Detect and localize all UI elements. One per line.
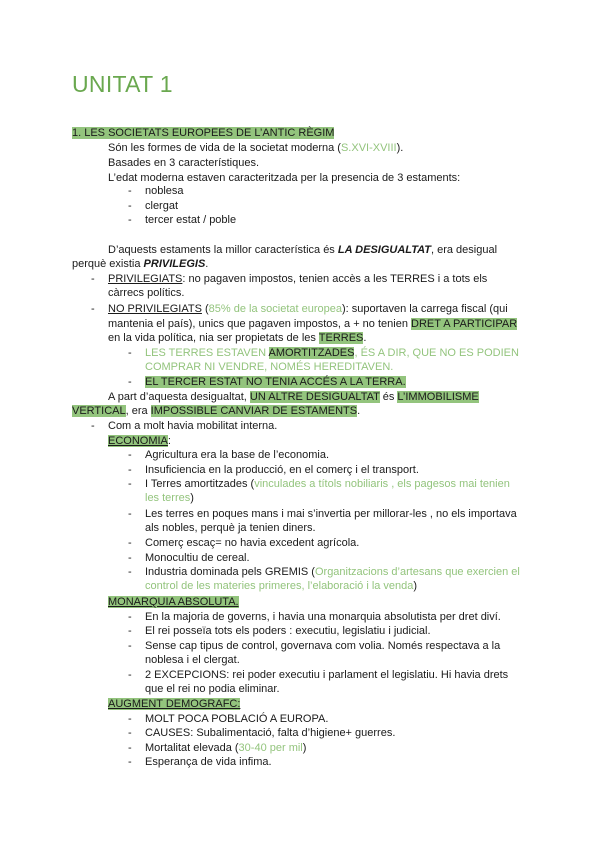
note: 30-40 per mil [238, 742, 303, 754]
paragraph [108, 243, 497, 258]
dash-bullet: - [128, 669, 132, 681]
dash-bullet: - [128, 611, 132, 623]
dash-bullet: - [128, 464, 132, 476]
list-item: Com a molt havia mobilitat interna. [108, 420, 278, 432]
dash-bullet: - [128, 200, 132, 212]
highlight: EL TERCER ESTAT NO TENIA ACCÉS A LA TERRA. [145, 376, 406, 388]
text: . [205, 258, 209, 270]
dash-bullet: - [128, 537, 132, 549]
list-item: Sense cap tipus de control, governava com volia. Només respectava a la [145, 640, 501, 652]
heading-text: MONARQUIA ABSOLUTA. [108, 596, 239, 608]
list-item: Insuficiencia en la producció, en el comerç i el transport. [145, 464, 419, 476]
percent-note: 85% de la societat europea [208, 303, 342, 315]
paragraph [72, 404, 360, 419]
dash-bullet: - [128, 347, 132, 359]
highlight: L’IMMOBILISME [397, 391, 479, 403]
text: D’aquests estaments la millor característica és [108, 244, 338, 256]
paragraph: Basades en 3 característiques. [108, 157, 260, 169]
dash-bullet: - [128, 552, 132, 564]
list-item [145, 477, 510, 492]
text: mantenia el país), unics que pagaven impostos, a + no tenien [108, 318, 411, 330]
term: NO PRIVILEGIATS [108, 303, 202, 315]
dash-bullet: - [128, 185, 132, 197]
list-item-continued [108, 331, 366, 346]
list-item-continued: als nobles, perquè ja tenien diners. [145, 522, 316, 534]
dash-bullet: - [91, 303, 95, 315]
list-item: Esperança de vida infima. [145, 756, 272, 768]
text: , era desigual [430, 244, 498, 256]
text: Mortalitat elevada ( [145, 742, 239, 754]
list-item: noblesa [145, 185, 184, 197]
list-item-continued: càrrecs polítics. [108, 287, 185, 299]
dash-bullet: - [128, 449, 132, 461]
dash-bullet: - [128, 727, 132, 739]
subsection-heading [108, 697, 240, 712]
dash-bullet: - [128, 508, 132, 520]
text: I Terres amortitzades ( [145, 478, 255, 490]
dash-bullet: - [128, 640, 132, 652]
text: ( [201, 303, 209, 315]
text: , ÉS A DIR, QUE NO ES PODIEN [354, 347, 519, 359]
note: control de les materies primeres, l’elaboració i la venda [145, 580, 414, 592]
text: LES TERRES ESTAVEN [145, 347, 269, 359]
dash-bullet: - [128, 566, 132, 578]
text: ) [413, 580, 418, 592]
text: , era [125, 405, 151, 417]
list-item-continued: COMPRAR NI VENDRE, NOMÉS HEREDITAVEN. [145, 361, 394, 373]
highlight: UN ALTRE DESIGUALTAT [249, 391, 380, 403]
note: les terres [145, 492, 191, 504]
text: Són les formes de vida de la societat moderna ( [108, 142, 341, 154]
text: : no pagaven impostos, tenien accès a les TERRES i a tots els [182, 273, 488, 285]
paragraph [108, 390, 479, 405]
note: vinculades a títols nobiliaris , els pagesos mai tenien [254, 478, 510, 490]
paragraph: L’edat moderna estaven caracteritzada per la presencia de 3 estaments: [108, 172, 461, 184]
text: Industria dominada pels GREMIS ( [145, 566, 315, 578]
list-item [145, 375, 406, 390]
list-item-continued: noblesa i el clergat. [145, 654, 240, 666]
highlight: DRET A PARTICIPAR [411, 318, 518, 330]
term: PRIVILEGIATS [108, 273, 183, 285]
list-item: MOLT POCA POBLACIÓ A EUROPA. [145, 713, 329, 725]
text: A part d’aquesta desigualtat, [108, 391, 250, 403]
dash-bullet: - [128, 742, 132, 754]
subsection-heading [108, 434, 171, 449]
text: ) [302, 742, 307, 754]
heading-text: AUGMENT DEMOGRAFC: [108, 698, 241, 710]
section-heading [72, 126, 334, 141]
text: és [379, 391, 398, 403]
list-item-continued [108, 317, 517, 332]
dash-bullet: - [128, 376, 132, 388]
text: ). [396, 142, 404, 154]
list-item: El rei posseïa tots els poders : executiu, legislatiu i judicial. [145, 625, 431, 637]
heading-text: ECONOMIA [108, 435, 168, 447]
dash-bullet: - [128, 713, 132, 725]
text: . [363, 332, 367, 344]
list-item: Les terres en poques mans i mai s’invertia per millorar-les , no els importava [145, 508, 517, 520]
emphasis: LA DESIGUALTAT [337, 244, 431, 256]
page-title: UNITAT 1 [72, 71, 173, 97]
dash-bullet: - [128, 625, 132, 637]
dash-bullet: - [128, 756, 132, 768]
list-item [108, 272, 487, 287]
list-item [145, 565, 520, 580]
text: en la vida política, nia ser propietats de les [108, 332, 319, 344]
paragraph [108, 141, 403, 156]
list-item: Comerç escaç= no havia excedent agrícola. [145, 537, 360, 549]
paragraph [72, 257, 208, 272]
highlight: IMPOSSIBLE CANVIAR DE ESTAMENTS [150, 405, 358, 417]
dash-bullet: - [91, 420, 95, 432]
list-item-continued: que el rei no podia eliminar. [145, 683, 280, 695]
list-item [108, 302, 508, 317]
list-item: Monocultiu de cereal. [145, 552, 250, 564]
list-item: Agricultura era la base de l’economia. [145, 449, 330, 461]
highlight: AMORTITZADES [268, 347, 355, 359]
note: Organitzacions d’artesans que exercien el [314, 566, 520, 578]
emphasis: PRIVILEGIS [143, 258, 206, 270]
list-item: clergat [145, 200, 179, 212]
highlight: TERRES [318, 332, 364, 344]
text: ) [190, 492, 194, 504]
highlight: VERTICAL [72, 405, 126, 417]
date-range: S.XVI-XVIII [340, 142, 397, 154]
text: . [357, 405, 361, 417]
list-item: 2 EXCEPCIONS: rei poder executiu i parlament el legislatiu. Hi havia drets [145, 669, 509, 681]
list-item-continued [145, 579, 417, 594]
dash-bullet: - [128, 214, 132, 226]
text: ): suportaven la carrega fiscal (qui [342, 303, 508, 315]
list-item-continued [145, 491, 194, 506]
list-item: CAUSES: Subalimentació, falta d’higiene+ guerres. [145, 727, 396, 739]
list-item: En la majoria de governs, i havia una monarquia absolutista per dret diví. [145, 611, 501, 623]
heading-text: 1. LES SOCIETATS EUROPEES DE L’ANTIC RÈGIM [72, 127, 335, 139]
list-item: tercer estat / poble [145, 214, 237, 226]
dash-bullet: - [91, 273, 95, 285]
text: perquè existia [72, 258, 144, 270]
list-item [145, 741, 306, 756]
text: : [167, 435, 171, 447]
dash-bullet: - [128, 478, 132, 490]
subsection-heading [108, 595, 239, 610]
list-item [145, 346, 519, 361]
